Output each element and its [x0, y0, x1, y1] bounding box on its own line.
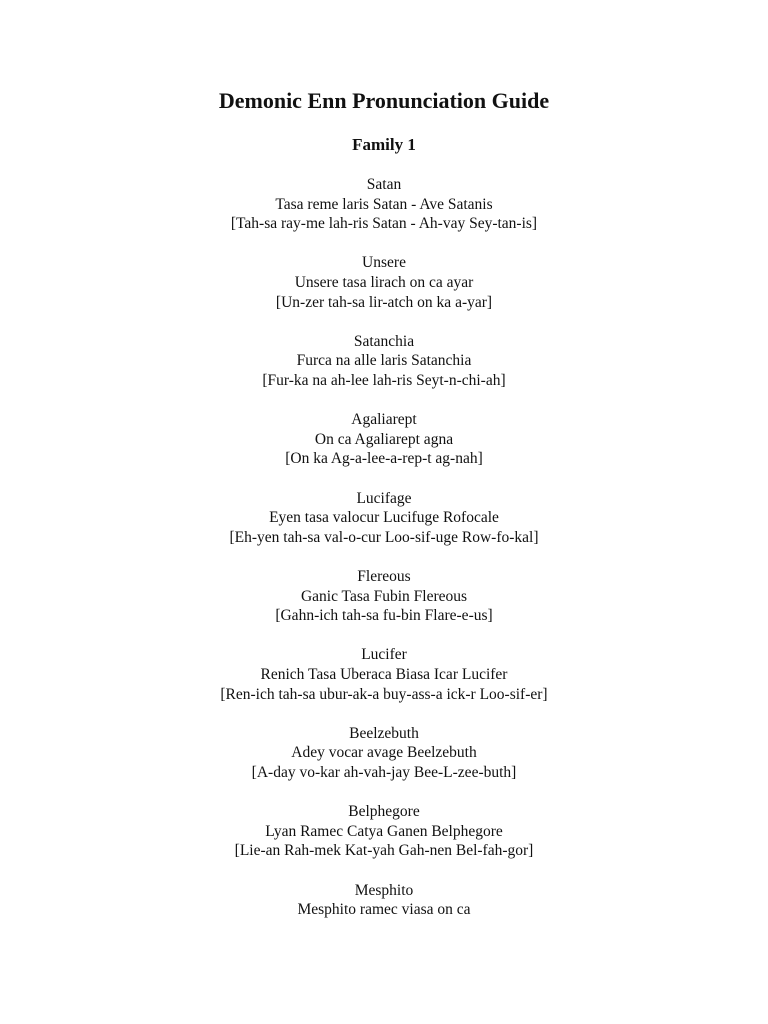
demon-name: Belphegore — [348, 803, 420, 821]
pronunciation-text: [Gahn-ich tah-sa fu-bin Flare-e-us] — [275, 607, 493, 625]
enn-entry — [0, 724, 768, 802]
document-title: Demonic Enn Pronunciation Guide — [218, 88, 550, 113]
pronunciation-text: [On ka Ag-a-lee-a-rep-t ag-nah] — [285, 450, 483, 468]
demon-name: Mesphito — [354, 881, 414, 899]
pronunciation-text: [Lie-an Rah-mek Kat-yah Gah-nen Bel-fah-gor] — [234, 842, 534, 860]
enn-text: Furca na alle laris Satanchia — [296, 352, 472, 370]
demon-name: Beelzebuth — [349, 724, 419, 742]
pronunciation-text: [A-day vo-kar ah-vah-jay Bee-L-zee-buth] — [251, 763, 517, 781]
enn-entry — [0, 567, 768, 645]
enn-text: Mesphito ramec viasa on ca — [297, 901, 471, 919]
family-heading: Family 1 — [352, 135, 416, 154]
demon-name: Unsere — [362, 254, 406, 272]
demon-name: Satan — [366, 176, 402, 193]
enn-entry — [0, 253, 768, 331]
enn-entry — [0, 881, 768, 959]
enn-text: Adey vocar avage Beelzebuth — [291, 744, 477, 762]
enn-entry — [0, 175, 768, 253]
demon-name: Lucifer — [361, 646, 407, 664]
enn-entry — [0, 332, 768, 410]
pronunciation-text: [Tah-sa ray-me lah-ris Satan - Ah-vay Sey-tan-is] — [230, 215, 538, 233]
enn-entry — [0, 410, 768, 488]
demon-name: Flereous — [357, 567, 411, 585]
enn-text: Ganic Tasa Fubin Flereous — [300, 587, 468, 605]
enn-text: Tasa reme laris Satan - Ave Satanis — [275, 195, 493, 213]
pronunciation-text: [Un-zer tah-sa lir-atch on ka a-yar] — [275, 293, 493, 311]
enn-text: Eyen tasa valocur Lucifuge Rofocale — [269, 509, 499, 527]
pronunciation-text: [Fur-ka na ah-lee lah-ris Seyt-n-chi-ah] — [262, 371, 506, 389]
enn-entry — [0, 802, 768, 880]
enn-text: On ca Agaliarept agna — [314, 430, 454, 448]
demon-name: Satanchia — [353, 332, 415, 350]
demon-name: Agaliarept — [351, 411, 417, 429]
pronunciation-text: [Eh-yen tah-sa val-o-cur Loo-sif-uge Row-fo-kal] — [229, 528, 539, 546]
enn-entry — [0, 489, 768, 567]
pronunciation-text: [Ren-ich tah-sa ubur-ak-a buy-ass-a ick-r Loo-sif-er] — [220, 685, 548, 703]
enn-text: Unsere tasa lirach on ca ayar — [294, 273, 474, 291]
demon-name: Lucifage — [356, 489, 412, 507]
enn-text: Lyan Ramec Catya Ganen Belphegore — [265, 822, 503, 840]
entry-list — [0, 175, 768, 959]
enn-entry — [0, 645, 768, 723]
enn-text: Renich Tasa Uberaca Biasa Icar Lucifer — [260, 665, 508, 683]
